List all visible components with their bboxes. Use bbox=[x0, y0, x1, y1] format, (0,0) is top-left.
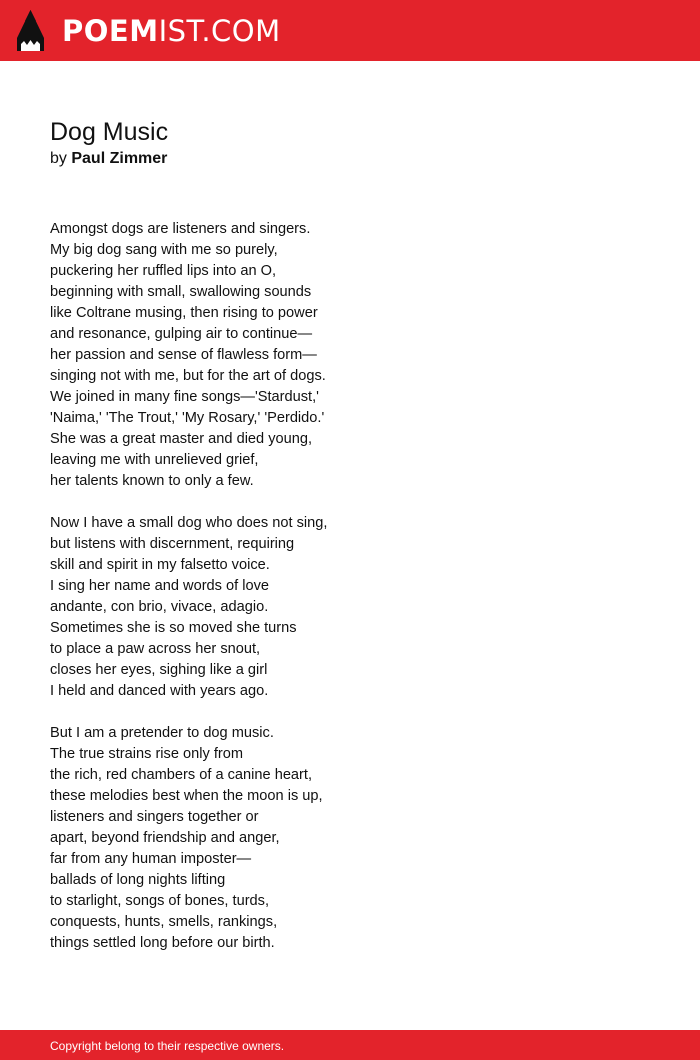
poem-header bbox=[50, 117, 650, 169]
poem-stanza bbox=[50, 219, 650, 492]
poem-line: but listens with discernment, requiring bbox=[50, 536, 295, 552]
poem-line: far from any human imposter— bbox=[50, 851, 252, 867]
poem-line: to place a paw across her snout, bbox=[50, 641, 261, 657]
poem-line: closes her eyes, sighing like a girl bbox=[50, 662, 268, 678]
poem-line: listeners and singers together or bbox=[50, 809, 259, 825]
poem-line: She was a great master and died young, bbox=[50, 431, 313, 447]
poem-line: Sometimes she is so moved she turns bbox=[50, 620, 297, 636]
copyright-text: Copyright belong to their respective owners. bbox=[50, 1039, 285, 1053]
poem-line: things settled long before our birth. bbox=[50, 935, 275, 951]
brand-light: IST.COM bbox=[158, 14, 281, 48]
poem-line: beginning with small, swallowing sounds bbox=[50, 284, 312, 300]
poem-line: My big dog sang with me so purely, bbox=[50, 242, 278, 258]
author-name: Paul Zimmer bbox=[71, 150, 168, 167]
poem-line: puckering her ruffled lips into an O, bbox=[50, 263, 277, 279]
pencil-icon[interactable] bbox=[17, 10, 44, 51]
poem-line: andante, con brio, vivace, adagio. bbox=[50, 599, 269, 615]
poem-line: the rich, red chambers of a canine heart, bbox=[50, 767, 313, 783]
poem-line: We joined in many fine songs—'Stardust,' bbox=[50, 389, 319, 405]
poem-line: like Coltrane musing, then rising to power bbox=[50, 305, 318, 321]
poem-line: her talents known to only a few. bbox=[50, 473, 254, 489]
poem-line: Now I have a small dog who does not sing, bbox=[50, 515, 328, 531]
byline bbox=[50, 149, 650, 169]
poem-line: Amongst dogs are listeners and singers. bbox=[50, 221, 311, 237]
poem-line: I sing her name and words of love bbox=[50, 578, 270, 594]
poem-line: her passion and sense of flawless form— bbox=[50, 347, 317, 363]
poem-line: and resonance, gulping air to continue— bbox=[50, 326, 313, 342]
brand-bold: POEM bbox=[62, 14, 159, 48]
poem-body bbox=[50, 219, 650, 975]
poem-line: these melodies best when the moon is up, bbox=[50, 788, 323, 804]
poem-stanza bbox=[50, 723, 650, 954]
poem-line: apart, beyond friendship and anger, bbox=[50, 830, 280, 846]
poem-line: leaving me with unrelieved grief, bbox=[50, 452, 259, 468]
poem-line: skill and spirit in my falsetto voice. bbox=[50, 557, 270, 573]
poem-line: I held and danced with years ago. bbox=[50, 683, 269, 699]
poem-line: The true strains rise only from bbox=[50, 746, 244, 762]
poem-line: conquests, hunts, smells, rankings, bbox=[50, 914, 278, 930]
by-label: by bbox=[50, 150, 67, 167]
site-header bbox=[0, 0, 700, 61]
site-footer bbox=[0, 1030, 700, 1060]
site-logo-text[interactable] bbox=[62, 13, 281, 49]
poem-line: singing not with me, but for the art of dogs. bbox=[50, 368, 326, 384]
poem-line: 'Naima,' 'The Trout,' 'My Rosary,' 'Perdido.' bbox=[50, 410, 325, 426]
poem-line: But I am a pretender to dog music. bbox=[50, 725, 274, 741]
poem-line: ballads of long nights lifting bbox=[50, 872, 226, 888]
poem-title: Dog Music bbox=[50, 118, 169, 146]
poem-line: to starlight, songs of bones, turds, bbox=[50, 893, 270, 909]
poem-stanza bbox=[50, 513, 650, 702]
